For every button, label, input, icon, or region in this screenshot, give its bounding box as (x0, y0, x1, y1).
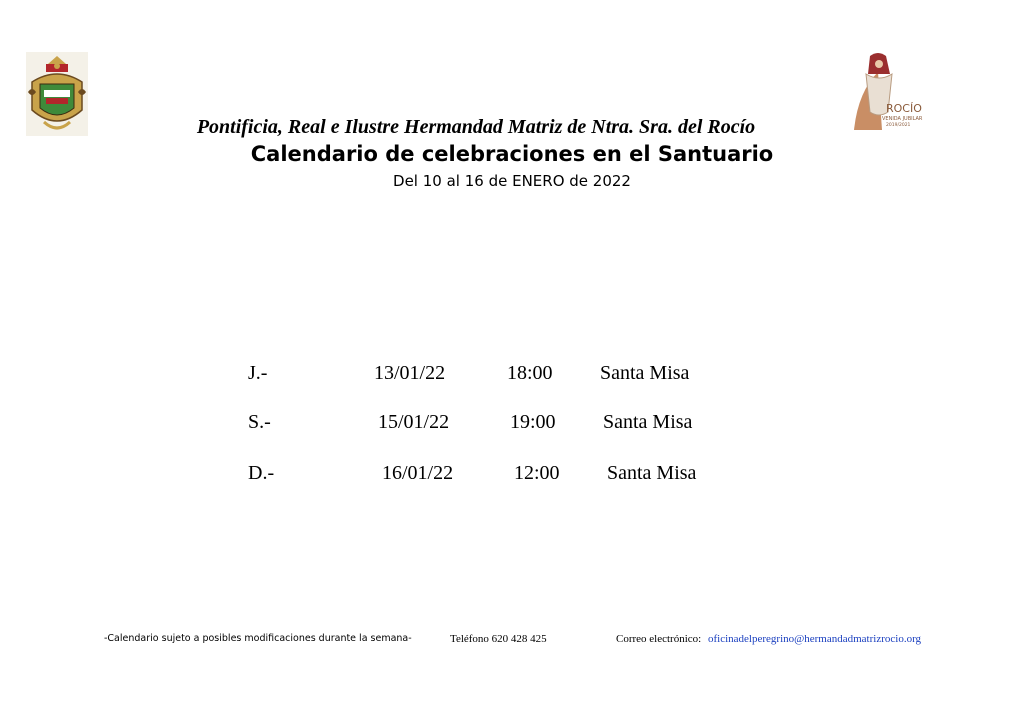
schedule-day: D.- (248, 462, 275, 484)
schedule-date: 13/01/22 (374, 362, 446, 384)
jubilee-logo-line3: 2019/2021 (886, 123, 911, 128)
footer-note: -Calendario sujeto a posibles modificaciones durante la semana- (104, 633, 412, 644)
schedule-day: S.- (248, 411, 271, 433)
page-title: Calendario de celebraciones en el Santuario (250, 142, 774, 166)
schedule-time: 19:00 (510, 411, 556, 433)
schedule-date: 15/01/22 (378, 411, 450, 433)
footer-phone: Teléfono 620 428 425 (450, 633, 547, 645)
jubilee-logo-line2: VENIDA JUBILAR (882, 116, 923, 122)
jubilee-logo-word: ROCÍO (886, 102, 922, 115)
footer-email-label: Correo electrónico: (616, 633, 702, 645)
schedule-event: Santa Misa (607, 462, 697, 484)
schedule-date: 16/01/22 (382, 462, 454, 484)
schedule-event: Santa Misa (600, 362, 690, 384)
schedule-time: 18:00 (507, 362, 553, 384)
schedule-day: J.- (248, 362, 268, 384)
schedule-time: 12:00 (514, 462, 560, 484)
footer-email-link[interactable]: oficinadelperegrino@hermandadmatrizrocio.org (708, 633, 922, 645)
date-range: Del 10 al 16 de ENERO de 2022 (393, 172, 631, 190)
organization-name: Pontificia, Real e Ilustre Hermandad Matriz de Ntra. Sra. del Rocío (196, 116, 756, 138)
schedule-event: Santa Misa (603, 411, 693, 433)
